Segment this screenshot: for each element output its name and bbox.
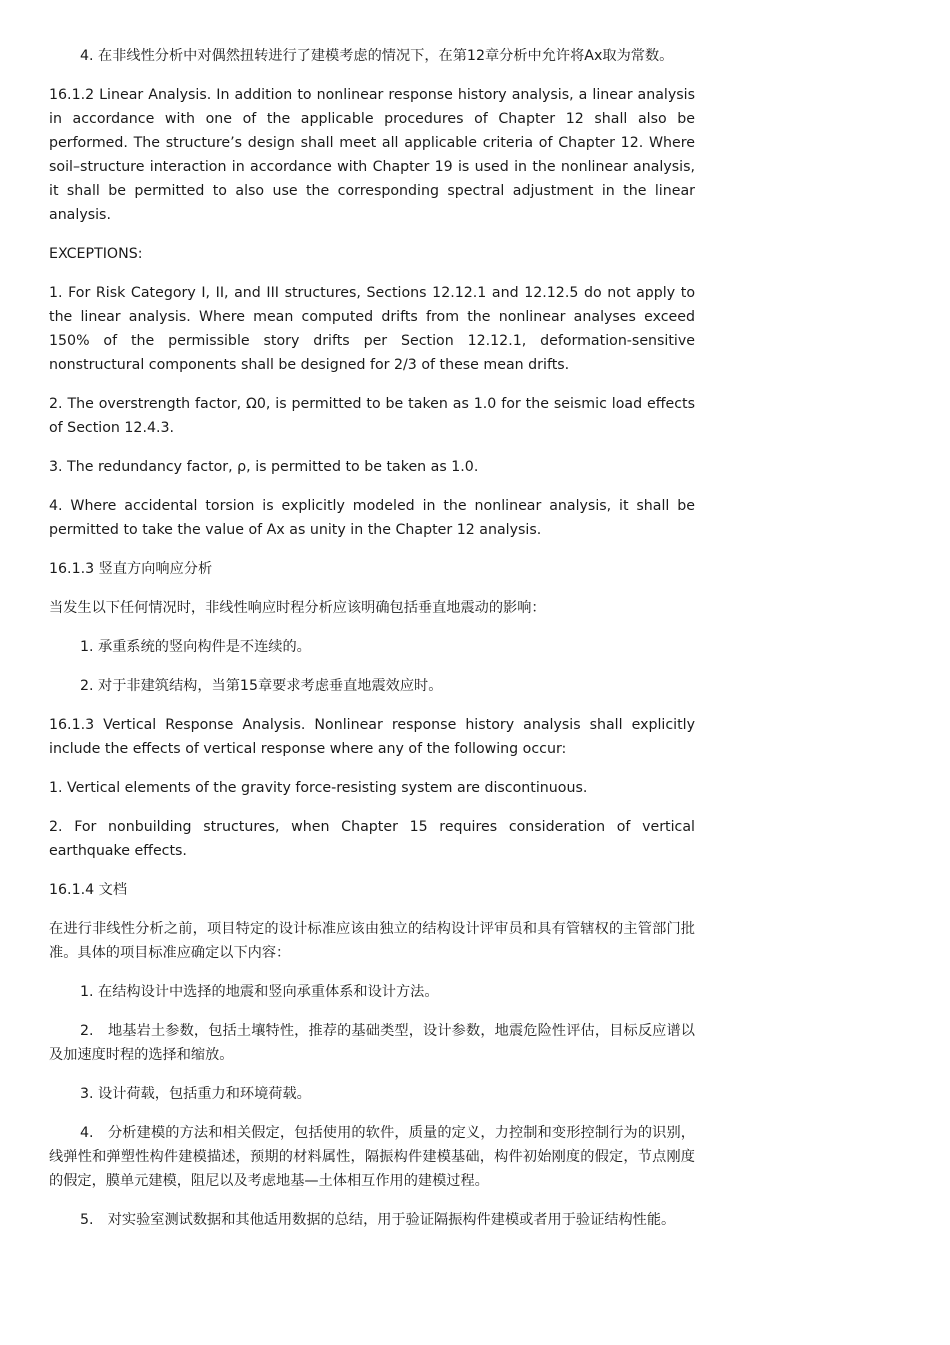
- paragraph-torsion-cn: 4. 在非线性分析中对偶然扭转进行了建模考虑的情况下，在第12章分析中允许将Ax取为常数。: [80, 48, 674, 64]
- paragraph-vertical-response: 16.1.3 Vertical Response Analysis. Nonlinear response history analysis shall explicitly include the effects of vertical response where any of the following occur:: [49, 717, 695, 757]
- exception-item-4: 4. Where accidental torsion is explicitly modeled in the nonlinear analysis, it shall be permitted to take the value of Ax as unity in the Chapter 12 analysis.: [49, 498, 695, 538]
- exceptions-heading: EXCEPTIONS:: [49, 246, 143, 262]
- list-item-doc-4: 4. 分析建模的方法和相关假定，包括使用的软件，质量的定义，力控制和变形控制行为的识别，线弹性和弹塑性构件建模描述，预期的材料属性，隔振构件建模基础，构件初始刚度的假定，节点刚度的假定，膜单元建模，阻尼以及考虑地基—土体相互作用的建模过程。: [49, 1125, 695, 1189]
- list-item-doc-1: 1. 在结构设计中选择的地震和竖向承重体系和设计方法。: [80, 984, 439, 1000]
- list-item-doc-5: 5. 对实验室测试数据和其他适用数据的总结，用于验证隔振构件建模或者用于验证结构性能。: [80, 1212, 676, 1228]
- exception-item-2: 2. The overstrength factor, Ω0, is permitted to be taken as 1.0 for the seismic load effects of Section 12.4.3.: [49, 396, 695, 436]
- section-heading-16-1-4: 16.1.4 文档: [49, 882, 128, 898]
- exception-item-1: 1. For Risk Category I, II, and III structures, Sections 12.12.1 and 12.12.5 do not apply to the linear analysis. Where mean computed drifts from the nonlinear analyses exceed 150% of the permissible story drifts per Section 12.12.1, deformation-sensitive nonstructural components shall be designed for 2/3 of these mean drifts.: [49, 285, 695, 373]
- list-item-vertical-cn-2: 2. 对于非建筑结构，当第15章要求考虑垂直地震效应时。: [80, 678, 443, 694]
- section-heading-16-1-3-cn: 16.1.3 竖直方向响应分析: [49, 561, 213, 577]
- list-item-doc-2: 2. 地基岩土参数，包括土壤特性，推荐的基础类型，设计参数，地震危险性评估，目标反应谱以及加速度时程的选择和缩放。: [49, 1023, 695, 1063]
- paragraph-documentation-cn: 在进行非线性分析之前，项目特定的设计标准应该由独立的结构设计评审员和具有管辖权的主管部门批准。具体的项目标准应确定以下内容：: [49, 921, 695, 961]
- list-item-vertical-cn-1: 1. 承重系统的竖向构件是不连续的。: [80, 639, 311, 655]
- list-item-vertical-2: 2. For nonbuilding structures, when Chapter 15 requires consideration of vertical earthquake effects.: [49, 819, 695, 859]
- list-item-doc-3: 3. 设计荷载，包括重力和环境荷载。: [80, 1086, 311, 1102]
- document-body: [49, 44, 695, 1232]
- paragraph-vertical-cn: 当发生以下任何情况时，非线性响应时程分析应该明确包括垂直地震动的影响：: [49, 600, 546, 616]
- paragraph-linear-analysis: 16.1.2 Linear Analysis. In addition to nonlinear response history analysis, a linear analysis in accordance with one of the applicable procedures of Chapter 12 shall also be performed. The structure’s design shall meet all applicable criteria of Chapter 12. Where soil–structure interaction in accordance with Chapter 19 is used in the nonlinear analysis, it shall be permitted to also use the corresponding spectral adjustment in the linear analysis.: [49, 87, 695, 223]
- list-item-vertical-1: 1. Vertical elements of the gravity force-resisting system are discontinuous.: [49, 780, 588, 796]
- exception-item-3: 3. The redundancy factor, ρ, is permitted to be taken as 1.0.: [49, 459, 479, 475]
